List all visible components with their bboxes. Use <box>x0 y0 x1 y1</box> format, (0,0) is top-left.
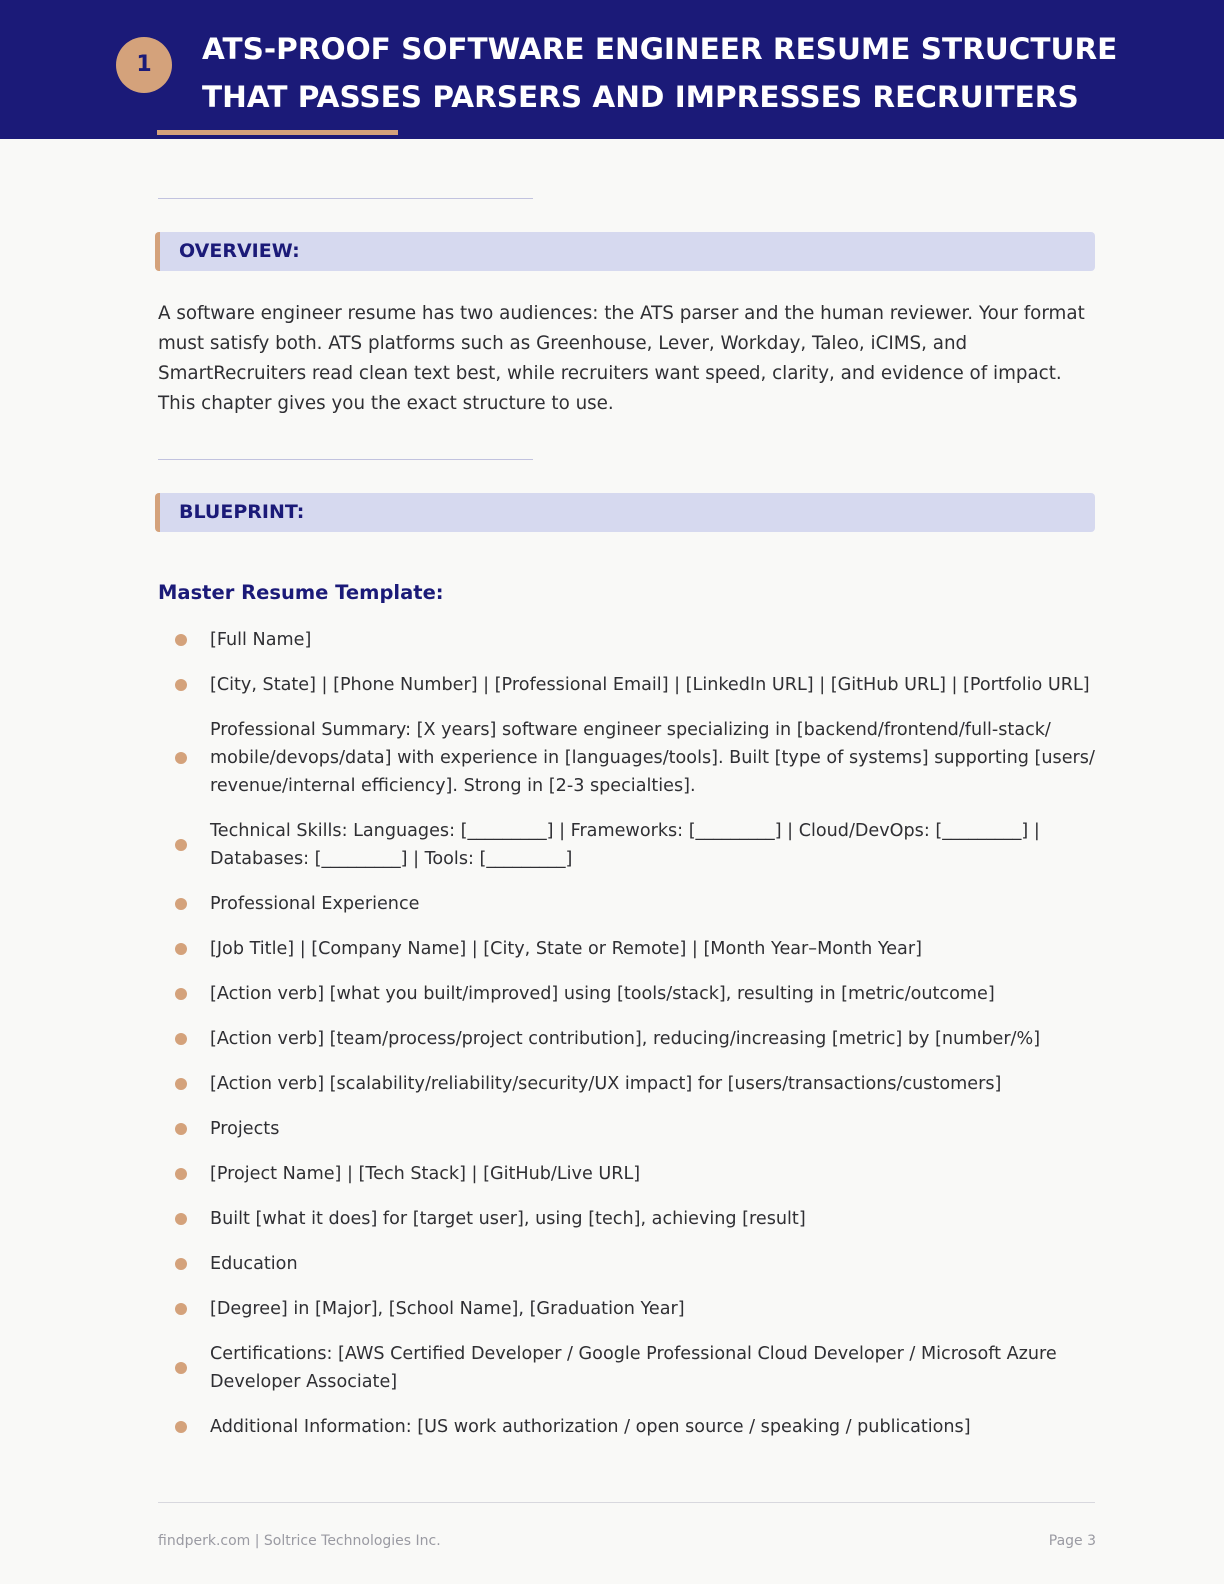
list-item-text: Professional Summary: [X years] software engineer specializing in [backend/frontend/full-stack/ mobile/devops/data] with experience in [languages/tools]. Built [type of systems] supporting [users/ revenue/internal efficiency]. Strong in [2-3 specialties]. <box>210 720 1095 796</box>
bullet-dot-icon <box>175 1421 187 1433</box>
list-item <box>158 1250 1103 1278</box>
list-item <box>158 1025 1103 1053</box>
list-item-text: [Job Title] | [Company Name] | [City, State or Remote] | [Month Year–Month Year] <box>210 939 922 959</box>
bullet-dot-icon <box>175 988 187 1000</box>
list-item-text: Built [what it does] for [target user], using [tech], achieving [result] <box>210 1209 806 1229</box>
list-item <box>158 1413 1103 1441</box>
footer-company: findperk.com | Soltrice Technologies Inc. <box>158 1533 441 1549</box>
chapter-number-badge: 1 <box>116 37 172 93</box>
list-item <box>158 671 1103 699</box>
list-item-text: Certifications: [AWS Certified Developer / Google Professional Cloud Developer / Microsoft Azure Developer Associate] <box>210 1344 1057 1392</box>
list-item <box>158 890 1103 918</box>
overview-label: OVERVIEW: <box>179 240 300 262</box>
list-item <box>158 1340 1103 1396</box>
bullet-dot-icon <box>175 1258 187 1270</box>
bullet-dot-icon <box>175 898 187 910</box>
list-item <box>158 1205 1103 1233</box>
bullet-dot-icon <box>175 752 187 764</box>
list-item-text: Projects <box>210 1119 280 1139</box>
bullet-dot-icon <box>175 1078 187 1090</box>
footer-page-number: Page 3 <box>1048 1533 1096 1549</box>
bullet-dot-icon <box>175 1123 187 1135</box>
list-item-text: [Action verb] [team/process/project contribution], reducing/increasing [metric] by [number/%] <box>210 1029 1041 1049</box>
bullet-dot-icon <box>175 1033 187 1045</box>
list-item-text: [City, State] | [Phone Number] | [Professional Email] | [LinkedIn URL] | [GitHub URL] | [Portfolio URL] <box>210 675 1090 695</box>
section-divider <box>158 459 533 460</box>
chapter-header <box>0 0 1224 139</box>
list-item <box>158 935 1103 963</box>
list-item <box>158 1070 1103 1098</box>
bullet-dot-icon <box>175 1213 187 1225</box>
list-item <box>158 1295 1103 1323</box>
bullet-dot-icon <box>175 1168 187 1180</box>
list-item <box>158 626 1103 654</box>
title-accent-underline <box>157 130 398 135</box>
template-subheading: Master Resume Template: <box>158 581 444 604</box>
list-item-text: [Project Name] | [Tech Stack] | [GitHub/Live URL] <box>210 1164 641 1184</box>
bullet-dot-icon <box>175 1303 187 1315</box>
bullet-dot-icon <box>175 943 187 955</box>
list-item-text: [Degree] in [Major], [School Name], [Graduation Year] <box>210 1299 685 1319</box>
chapter-title: ATS-PROOF SOFTWARE ENGINEER RESUME STRUCTURE THAT PASSES PARSERS AND IMPRESSES RECRUITERS <box>202 32 1118 114</box>
list-item <box>158 1115 1103 1143</box>
list-item <box>158 980 1103 1008</box>
bullet-dot-icon <box>175 839 187 851</box>
list-item <box>158 1160 1103 1188</box>
list-item-text: Professional Experience <box>210 894 420 914</box>
overview-paragraph: A software engineer resume has two audiences: the ATS parser and the human reviewer. Your format must satisfy both. ATS platforms such as Greenhouse, Lever, Workday, Taleo, iCIMS, and SmartRecruiters read clean text best, while recruiters want speed, clarity, and evidence of impact. This chapter gives you the exact structure to use. <box>158 303 1085 414</box>
blueprint-label: BLUEPRINT: <box>179 501 305 523</box>
list-item-text: Additional Information: [US work authorization / open source / speaking / publications] <box>210 1417 971 1437</box>
blueprint-section-bar <box>155 493 1095 532</box>
list-item-text: [Full Name] <box>210 630 312 650</box>
list-item-text: [Action verb] [scalability/reliability/security/UX impact] for [users/transactions/customers] <box>210 1074 1002 1094</box>
section-divider <box>158 198 533 199</box>
list-item-text: Technical Skills: Languages: [_________] | Frameworks: [_________] | Cloud/DevOps: [_________] | Databases: [_________] | Tools: [_________] <box>210 821 1040 869</box>
list-item-text: [Action verb] [what you built/improved] using [tools/stack], resulting in [metric/outcome] <box>210 984 995 1004</box>
bullet-dot-icon <box>175 679 187 691</box>
footer-divider <box>158 1502 1095 1503</box>
bullet-dot-icon <box>175 1362 187 1374</box>
list-item <box>158 817 1103 873</box>
list-item-text: Education <box>210 1254 298 1274</box>
bullet-dot-icon <box>175 634 187 646</box>
overview-section-bar <box>155 232 1095 271</box>
template-bullet-list <box>158 626 1103 1458</box>
list-item <box>158 716 1103 800</box>
